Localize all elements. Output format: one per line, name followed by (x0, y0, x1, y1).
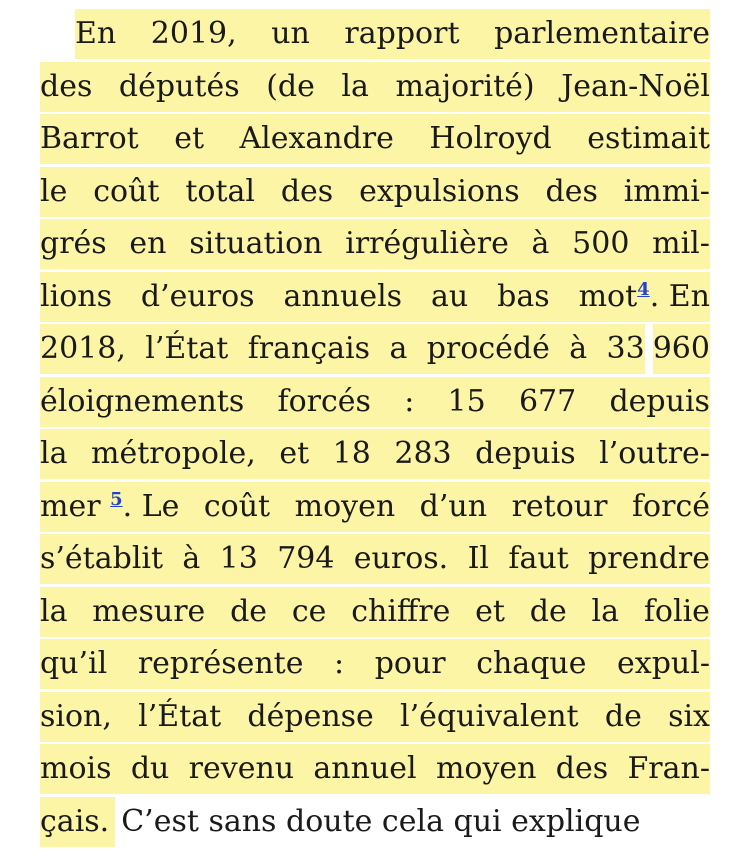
word: mot (578, 278, 638, 314)
word: coût (93, 173, 160, 209)
highlighted-word: çais. (40, 797, 115, 847)
word: six (668, 698, 710, 734)
word: et (174, 121, 204, 156)
word-with-footnote (579, 272, 710, 322)
word: à (531, 226, 550, 261)
word: en (129, 226, 167, 261)
word: lions (40, 278, 112, 314)
word: Fran- (627, 751, 710, 786)
text-line (40, 272, 710, 322)
word: mil- (652, 226, 710, 261)
text-line (40, 167, 710, 217)
word: français (247, 331, 371, 366)
text-line (40, 62, 710, 112)
word: Barrot (40, 121, 139, 156)
word: mois (40, 751, 112, 786)
word: Holroyd (429, 121, 552, 156)
word: 33 (606, 331, 645, 366)
text-line (40, 429, 710, 479)
word: mesure (92, 593, 206, 629)
word: forcé (631, 488, 710, 524)
word: d’un (419, 488, 488, 524)
word: coût (203, 488, 271, 524)
word: métropole, (91, 436, 256, 471)
word: l’outre- (599, 436, 710, 471)
word-with-footnote (40, 482, 179, 532)
word: majorité) (395, 68, 535, 104)
word: a (389, 331, 408, 366)
word: En (75, 16, 117, 51)
word: situation (189, 226, 323, 261)
text-line-last (40, 797, 641, 847)
text-line (40, 744, 710, 794)
word: 283 (394, 436, 452, 471)
word: sion, (40, 698, 112, 734)
word: Jean-Noël (561, 68, 710, 104)
text-line (40, 639, 710, 689)
word: irrégulière (345, 226, 509, 261)
word: du (130, 751, 170, 786)
word: la (591, 593, 620, 629)
word: forcés (277, 383, 371, 419)
word: 794 (277, 541, 335, 576)
text-line (75, 9, 710, 59)
word: l’État (145, 331, 229, 366)
word: à (569, 331, 588, 366)
word: des (280, 173, 334, 209)
word: des (40, 68, 93, 104)
word: estimait (587, 121, 710, 156)
word: annuels (283, 278, 403, 314)
word: : (404, 383, 415, 419)
word: Alexandre (239, 121, 394, 156)
word: . Le (122, 488, 180, 524)
word: des (545, 173, 598, 209)
word: des (555, 751, 609, 786)
text-line (40, 219, 710, 269)
word: annuel (313, 751, 417, 786)
word: représente (137, 646, 304, 681)
text-line (40, 324, 710, 374)
highlight-gap (645, 324, 653, 374)
word: expul- (617, 646, 710, 681)
word: 18 (332, 436, 371, 471)
footnote-5-link[interactable]: 5 (110, 488, 123, 510)
word: la (40, 593, 68, 629)
word: depuis (475, 436, 576, 471)
footnote-4-link[interactable]: 4 (637, 278, 650, 300)
word: la (341, 68, 369, 104)
word: depuis (609, 383, 710, 419)
word: expulsions (359, 173, 520, 209)
word: immi- (623, 173, 710, 209)
word: au (431, 278, 469, 314)
word: : (334, 646, 345, 681)
word: Il (467, 541, 490, 576)
word: prendre (588, 541, 710, 576)
word: à (182, 541, 201, 576)
word: procédé (426, 331, 550, 366)
word: 500 (572, 226, 630, 261)
word: pour (374, 646, 446, 681)
text-line (40, 114, 710, 164)
word: dépense (247, 698, 374, 734)
word: de (529, 593, 567, 629)
unhighlighted-text: C’est sans doute cela qui explique (121, 803, 641, 839)
text-line (40, 587, 710, 637)
word: moyen (435, 751, 537, 786)
word: parlementaire (494, 16, 710, 51)
word: d’euros (140, 278, 255, 314)
word: bas (497, 278, 550, 314)
word: de (604, 698, 642, 734)
word: faut (508, 541, 569, 576)
word: moyen (294, 488, 396, 524)
word: 13 (219, 541, 258, 576)
word: 2018, (40, 331, 126, 366)
number-group (607, 324, 710, 374)
word: mer (40, 488, 101, 524)
word: total (185, 173, 255, 209)
word: grés (40, 226, 107, 261)
word: 677 (518, 383, 577, 419)
word: . En (649, 278, 710, 314)
word: de (230, 593, 268, 629)
word: euros. (353, 541, 449, 576)
word: l’État (138, 698, 222, 734)
word: la (40, 436, 68, 471)
word: 960 (652, 331, 710, 366)
word: l’équivalent (400, 698, 579, 734)
word: retour (511, 488, 608, 524)
word: s’établit (40, 541, 164, 576)
word: ce (291, 593, 327, 629)
word: députés (118, 68, 240, 104)
word: le (40, 173, 68, 209)
word: qu’il (40, 646, 108, 681)
word: folie (643, 593, 710, 629)
word: un (271, 16, 310, 51)
word: et (279, 436, 310, 471)
word: (de (266, 68, 315, 104)
text-line (40, 377, 710, 427)
word: revenu (188, 751, 295, 786)
text-line (40, 482, 710, 532)
word: éloignements (40, 383, 245, 419)
word: chiffre (351, 593, 451, 629)
word: 2019, (150, 16, 237, 51)
word: chaque (476, 646, 587, 681)
word: et (475, 593, 505, 629)
word: rapport (344, 16, 460, 51)
word: 15 (447, 383, 486, 419)
text-line (40, 534, 710, 584)
text-line (40, 692, 710, 742)
